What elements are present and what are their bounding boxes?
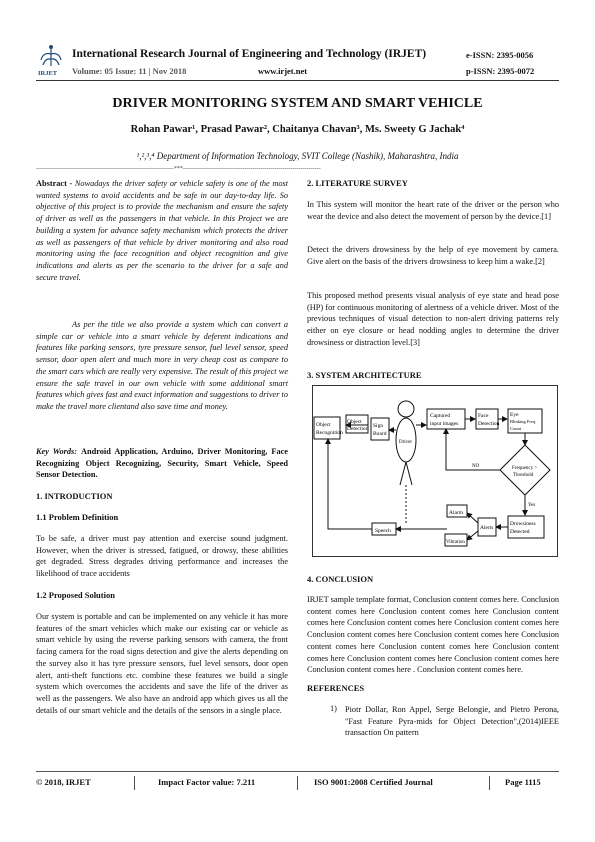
keywords-label: Key Words: <box>36 447 78 456</box>
frequency-label-1: Frequency > <box>512 466 538 471</box>
footer-divider <box>134 776 135 790</box>
object-recognition-label-2: Recognition <box>316 430 343 436</box>
abstract-block <box>36 178 288 283</box>
sign-board-label-1: Sign <box>373 423 384 429</box>
footer-divider <box>489 776 490 790</box>
driver-label: Driver <box>399 440 413 445</box>
journal-title: International Research Journal of Engineering and Technology (IRJET) <box>72 48 427 60</box>
abstract-label: Abstract - <box>36 179 73 188</box>
logo-text: IRJET <box>38 70 58 77</box>
footer-impact: Impact Factor value: 7.211 <box>158 777 256 787</box>
eye-label-3: Count <box>510 426 522 431</box>
ref1-text: Piotr Dollar, Ron Appel, Serge Belongie, and Pietro Perona, "Fast Feature Pyra-mids for Object Detection",(2014)IEEE transaction On pattern <box>345 705 559 737</box>
face-label-1: Face <box>478 413 489 419</box>
affiliation: ¹,²,³,⁴ Department of Information Technology, SVIT College (Nashik), Maharashtra, India <box>136 151 459 161</box>
captured-label-2: input images <box>430 421 459 427</box>
literature-p2: Detect the drivers drowsiness by the help of eye movement by camera. Give alert on the basis of the drivers drowsiness to keep him a wake.[2] <box>307 245 559 266</box>
eye-label-2: Blinking Freq. <box>510 419 537 424</box>
references-heading: REFERENCES <box>307 683 365 693</box>
abstract-p2: As per the title we also provide a system which can convert a simple car or vehicle into a smart vehicle by deferent indications and features like parking sensors, tyre pressure sensor, fuel level sensor, speed sensor, door open alert and much more in very cheap cost as compare to the smart cars which are really very expensive. The result of this project we ensure the safe travel in our own vehicle with some additional smart features which gives fast and exact information and suggestions to driver to make the travel more clientand also save time and money. <box>36 320 288 411</box>
speech-label: Speech <box>375 528 391 534</box>
keywords-block <box>36 446 288 481</box>
abstract-p1: Nowadays the driver safety or vehicle safety is one of the most wanted systems to avoid accidents and be safe in our day-to-day life. So objective of this project is to provide the mechanism and ensure the safety of driver as well as the passengers in that vehicle. In this Project we are building a system for advance safety mechanism which protects the driver as well as passengers of that vehicle by driver monitoring and also road monitoring using the face recognition and object recognition and give indications and alerts as per the scenario to the driver for a safe and secure travel. <box>36 179 289 282</box>
ref1-number: 1) <box>330 704 337 713</box>
sign-board-label-2: Board <box>373 431 387 437</box>
conclusion-heading: 4. CONCLUSION <box>307 574 374 584</box>
authors: Rohan Pawar¹, Prasad Pawar², Chaitanya Chavan³, Ms. Sweety G Jachak⁴ <box>130 124 465 135</box>
captured-label-1: Captured <box>430 413 451 419</box>
alerts-label: Alerts <box>480 525 494 531</box>
footer-divider <box>297 776 298 790</box>
pissn: p-ISSN: 2395-0072 <box>466 66 535 76</box>
conclusion-text: IRJET sample template format, Conclusion content comes here. Conclusion content comes here Conclusion content comes here Conclusion content comes here Conclusion content comes here Conclusion content comes here Conclusion content comes here Conclusion content comes here Conclusion content comes here Conclusion content comes here Conclusion content comes here Conclusion content comes here Conclusion content comes here Conclusion content comes here . Conclusion content comes here. <box>307 595 559 675</box>
drowsiness-label-2: Detected <box>510 529 530 535</box>
problem-heading: 1.1 Problem Definition <box>36 512 119 522</box>
footer-rule <box>36 771 559 772</box>
object-recognition-label-1: Object <box>316 422 331 428</box>
alarm-label: Alarm <box>449 510 464 516</box>
vibration-label: Vibration <box>446 540 465 545</box>
yes-label: Yes <box>528 503 536 508</box>
literature-p1: In This system will monitor the heart rate of the driver or the person who wear the device and also detect the movement of person by the device.[1] <box>307 200 559 221</box>
footer-page: Page 1115 <box>505 777 541 787</box>
system-architecture-diagram <box>312 385 558 557</box>
architecture-heading: 3. SYSTEM ARCHITECTURE <box>307 370 422 380</box>
proposed-heading: 1.2 Proposed Solution <box>36 590 115 600</box>
volume-issue: Volume: 05 Issue: 11 | Nov 2018 <box>72 66 187 76</box>
header-rule <box>36 80 559 81</box>
literature-p3: This proposed method presents visual analysis of eye state and head pose (HP) for continuous monitoring of alertness of a vehicle driver. Most of the previous techniques of visual detection to non-alert driving patterns rely either on eye closure or head nodding angles to determine the driver drowsiness or distraction level.[3] <box>307 291 559 347</box>
literature-heading: 2. LITERATURE SURVEY <box>307 178 408 188</box>
proposed-text: Our system is portable and can be implemented on any vehicle it has more features of the smart vehicles which make our existing car or vehicle as smart vehicle by using the reverse parking sensors with camera, the front facing camera for the road signs detection and give the alerts depending on the survey also it has tyre pressure sensors, fuel level sensors, door open alert, anti-theft functions etc. combine these features we build a single system which overcomes the accidents and save the life of the driver as well as the passengers. We also have an android app which gives us all the details of our smart vehicle and the details of the sensors in a single place. <box>36 612 288 715</box>
footer-iso: ISO 9001:2008 Certified Journal <box>314 777 433 787</box>
no-label: NO <box>472 464 480 469</box>
frequency-label-2: Threshold <box>513 473 534 478</box>
eissn: e-ISSN: 2395-0056 <box>466 50 534 60</box>
website: www.irjet.net <box>258 66 308 76</box>
face-label-2: Detection <box>478 421 500 427</box>
keywords-text: Android Application, Arduino, Driver Monitoring, Face Recognizing Object Recognizing, Security, Smart Vehicle, Speed Sensor Detection. <box>36 447 288 480</box>
intro-heading: 1. INTRODUCTION <box>36 491 113 501</box>
eye-label-1: Eye <box>510 412 519 418</box>
object-detection-label-1: Object <box>347 419 362 425</box>
problem-text: To be safe, a driver must pay attention and exercise sound judgment. However, when the driver is stressed, fatigued, or drowsy, these abilities get degraded. Stress degrades driving performance and increases the likelihood of trace accidents <box>36 534 288 579</box>
footer-copyright: © 2018, IRJET <box>36 777 91 787</box>
paper-title: DRIVER MONITORING SYSTEM AND SMART VEHICLE <box>112 96 483 111</box>
drowsiness-label-1: Drowsiness <box>510 521 536 527</box>
separator: ---------------------------------------------------------------------***--------------------------------------------------------------------- <box>36 166 321 172</box>
object-detection-label-2: Detection <box>347 426 369 432</box>
